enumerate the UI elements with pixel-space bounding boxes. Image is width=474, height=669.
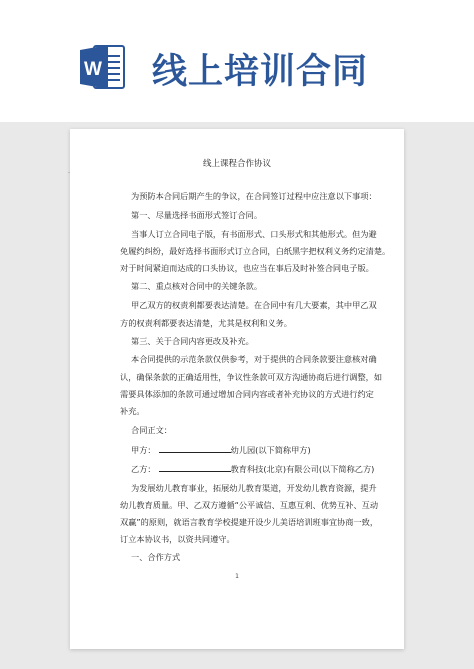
- paragraph-line: 补充。: [120, 406, 145, 416]
- paragraph-line: 甲乙双方的权责利都要表达清楚。在合同中有几大要素，其中甲乙双: [131, 300, 377, 310]
- party-a-line: [131, 444, 311, 456]
- document-page: [70, 129, 404, 649]
- section-heading: 一、合作方式: [131, 552, 181, 562]
- paragraph-line: 对于时间紧迫而达成的口头协议，也应当在事后及时补签合同电子版。: [120, 263, 374, 273]
- party-a-name: 幼儿园(以下简称甲方): [230, 445, 311, 455]
- party-b-line: [131, 463, 374, 475]
- paragraph-line: 订立本协议书，以资共同遵守。: [120, 534, 235, 544]
- paragraph-line: 认，确保条款的正确适用性，争议性条款可双方沟通协商后进行调整，如: [120, 372, 383, 382]
- paragraph-line: 双赢”的原则，就语言教育学校提建开设少儿美语培训班事宜协商一致，: [120, 517, 379, 527]
- party-a-label: 甲方：: [131, 445, 156, 455]
- party-b-label: 乙方：: [131, 464, 156, 474]
- word-app-icon: [80, 42, 126, 92]
- paragraph-line: 第三、关于合同内容更改及补充。: [131, 336, 254, 346]
- party-b-name: 教育科技(北京)有限公司(以下简称乙方): [230, 464, 375, 474]
- page-number: 1: [235, 573, 239, 580]
- paragraph-line: 需要具体添加的条款可通过增加合同内容或者补充协议的方式进行约定: [120, 389, 374, 399]
- banner: [0, 0, 474, 122]
- paragraph-line: 免履约纠纷，最好选择书面形式订立合同，白纸黑字把权利义务约定清楚。: [120, 246, 391, 256]
- paragraph-line: 本合同提供的示范条款仅供参考，对于提供的合同条款要注意核对确: [131, 354, 377, 364]
- word-icon-letter: W: [84, 59, 102, 80]
- party-b-blank[interactable]: [159, 463, 231, 472]
- paragraph-line: 幼儿教育质量。甲、乙双方遵循“公平诚信、互惠互利、优势互补、互动: [120, 500, 379, 510]
- paragraph-line: 当事人订立合同电子版，有书面形式、口头形式和其他形式。但为避: [131, 229, 377, 239]
- document-title: 线上课程合作协议: [202, 159, 271, 169]
- party-a-blank[interactable]: [159, 444, 231, 453]
- banner-title: 线上培训合同: [152, 52, 369, 92]
- paragraph-line: 第二、重点核对合同中的关键条款。: [131, 281, 263, 291]
- paragraph-line: 方的权责利都要表达清楚，尤其是权利和义务。: [120, 318, 292, 328]
- paragraph-line: 第一、尽量选择书面形式签订合同。: [131, 210, 263, 220]
- paragraph-line: 为发展幼儿教育事业，拓展幼儿教育渠道，开发幼儿教育资源，提升: [131, 483, 377, 493]
- contract-body-heading: 合同正文：: [131, 425, 172, 435]
- paragraph-line: 为预防本合同后期产生的争议，在合同签订过程中应注意以下事项：: [131, 191, 377, 201]
